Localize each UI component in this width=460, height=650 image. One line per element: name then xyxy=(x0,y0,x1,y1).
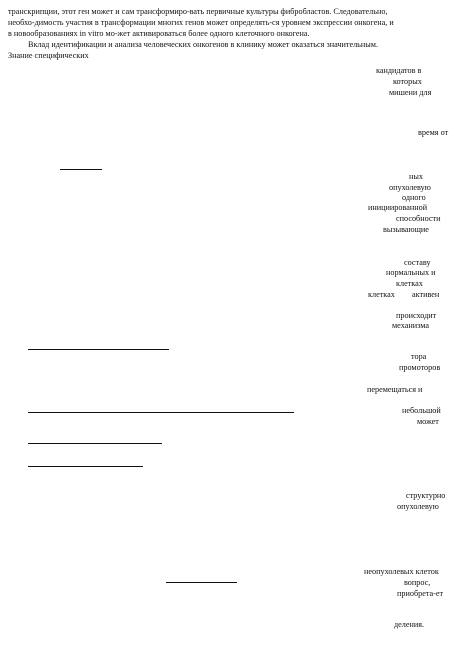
fragment-text: одного xyxy=(402,193,426,202)
fragment-text: вопрос, xyxy=(404,578,431,587)
fragment-text: которых xyxy=(393,77,422,86)
fragment-text: приобрета-ет xyxy=(397,589,444,598)
fragment-text: кандидатов в xyxy=(376,66,422,75)
intro-line-2: необхо-димость участия в трансформации многих генов может определять-ся уровнем экспрессии онкогена, и xyxy=(8,18,394,27)
fragment-text: вызывающие xyxy=(383,225,429,234)
underline-rule xyxy=(28,443,162,444)
fragment-text: время от xyxy=(418,128,449,137)
fragment-text: механизма xyxy=(392,321,429,330)
fragment-text: неопухолевых клеток xyxy=(364,567,439,576)
underline-rule xyxy=(60,169,102,170)
intro-line-4: Вклад идентификации и анализа человеческих онкогенов в клинику может оказаться значительным. xyxy=(28,40,379,49)
fragment-text: мишени для xyxy=(389,88,432,97)
underline-rule xyxy=(28,412,294,413)
fragment-text: клетках xyxy=(368,290,395,299)
fragment-text: может xyxy=(417,417,439,426)
fragment-text: перемещаться и xyxy=(367,385,423,394)
fragment-text: структурно xyxy=(406,491,446,500)
intro-line-3: в новообразованиях in vitro мо-жет активироваться более одного клеточного онкогена. xyxy=(8,29,310,38)
underline-rule xyxy=(28,466,143,467)
fragment-text: нормальных и xyxy=(386,268,436,277)
intro-line-5: Знание специфических xyxy=(8,51,89,60)
fragment-text: опухолевую xyxy=(397,502,439,511)
fragment-text: ных xyxy=(409,172,423,181)
fragment-text: составу xyxy=(404,258,431,267)
fragment-text: деления. xyxy=(394,620,425,629)
fragment-text: активен xyxy=(412,290,440,299)
fragment-text: небольшой xyxy=(402,406,441,415)
fragment-text: клетках xyxy=(396,279,423,288)
fragment-text: опухолевую xyxy=(389,183,431,192)
fragment-text: способности xyxy=(396,214,441,223)
fragment-text: происходит xyxy=(396,311,437,320)
underline-rule xyxy=(28,349,169,350)
underline-rule xyxy=(166,582,237,583)
intro-paragraph xyxy=(8,6,454,61)
intro-line-1: транскрипции, этот ген может и сам трансформиро-вать первичные культуры фибробластов. Следовательно, xyxy=(8,7,388,16)
fragment-text: тора xyxy=(411,352,427,361)
fragment-text: промоторов xyxy=(399,363,441,372)
fragment-text: инициированной xyxy=(368,203,428,212)
